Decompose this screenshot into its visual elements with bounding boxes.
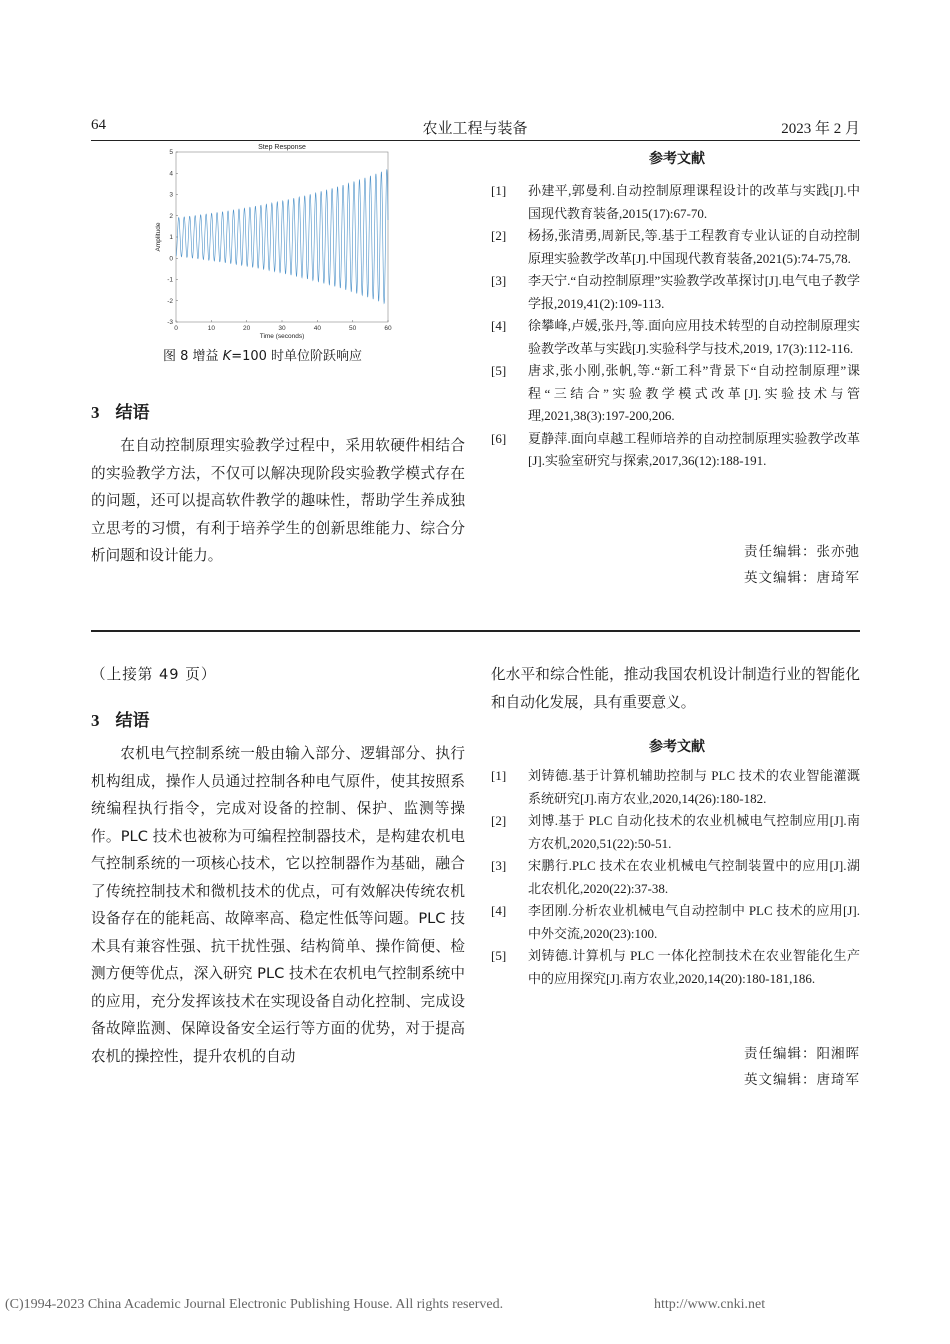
x-tick-label: 50 <box>349 325 357 332</box>
section-2-number: 3 <box>91 711 100 730</box>
cnki-url: http://www.cnki.net <box>654 1297 766 1312</box>
section-2-title <box>91 706 150 731</box>
x-tick-label: 10 <box>207 325 215 332</box>
article-divider <box>91 630 860 632</box>
section-1-paragraph: 在自动控制原理实验教学过程中，采用软硬件相结合的实验教学方法，不仅可以解决现阶段实验教学模式存在的问题，还可以提高软件教学的趣味性，帮助学生养成独立思考的习惯，有利于培养学生的创新思维能力、综合分析问题和设计能力。 <box>91 437 465 564</box>
section-1-title <box>91 398 150 423</box>
x-tick-label: 60 <box>384 325 392 332</box>
reference-1-text: 徐攀峰,卢媛,张丹,等.面向应用技术转型的自动控制原理实验教学改革与实践[J].实验科学与技术,2019, 17(3):112-116. <box>528 318 860 356</box>
caption-variable: K <box>222 349 232 364</box>
x-axis-label: Time (seconds) <box>259 333 305 340</box>
reference-1-text: 孙建平,郭曼利.自动控制原理课程设计的改革与实践[J].中国现代教育装备,2015(17):67-70. <box>528 183 860 221</box>
reference-1-index: [1] <box>491 183 507 198</box>
step-response-chart <box>150 140 400 340</box>
references-1-list <box>491 180 860 473</box>
issue-date: 2023 年 2 月 <box>781 121 860 137</box>
section-1-number: 3 <box>91 403 100 422</box>
reference-2-index: [5] <box>491 948 507 963</box>
reference-1-index: [6] <box>491 430 507 446</box>
reference-2-index: [1] <box>491 768 507 783</box>
references-1-title: 参考文献 <box>649 151 705 167</box>
chart-title: Step Response <box>258 144 306 151</box>
reference-2-index: [3] <box>491 858 507 873</box>
y-tick-label: 2 <box>169 212 173 220</box>
section-2-paragraph: 农机电气控制系统一般由输入部分、逻辑部分、执行机构组成，操作人员通过控制各种电气原件，使其按照系统编程执行指令，完成对设备的控制、保护、监测等操作。PLC 技术也被称为可编程控制器技术，是构建农机电气控制系统的一项核心技术，它以控制器作为基础，融合了传统控制技术和微机技术的优点，可有效解决传统农机设备存在的能耗高、故障率高、稳定性低等问题。PLC 技术具有兼容性强、抗干扰性强、结构简单、操作简便、检测方便等优点，深入研究 PLC 技术在农机电气控制系统中的应用，充分发挥该技术在实现设备自动化控制、完成设备故障监测、保障设备安全运行等方面的优势，对于提高农机的操控性，提升农机的自动 <box>91 745 465 1065</box>
reference-2-index: [4] <box>491 903 507 918</box>
reference-1-text: 夏静萍.面向卓越工程师培养的自动控制原理实验教学改革[J].实验室研究与探索,2017,36(12):188-191. <box>528 430 860 468</box>
reference-1-item <box>491 180 860 225</box>
editor-2 <box>491 1041 860 1093</box>
y-tick-label: 0 <box>169 255 173 263</box>
english-editor-1: 英文编辑：唐琦军 <box>744 570 860 586</box>
x-tick-label: 40 <box>313 325 321 332</box>
figure-caption <box>163 345 393 364</box>
copyright-footer: (C)1994-2023 China Academic Journal Electronic Publishing House. All rights reserved. <box>5 1297 504 1312</box>
section-2-heading: 结语 <box>115 711 150 731</box>
reference-2-item <box>491 765 860 810</box>
reference-1-item <box>491 315 860 360</box>
references-2-list <box>491 765 860 990</box>
references-2-title: 参考文献 <box>649 739 705 755</box>
reference-2-item <box>491 900 860 945</box>
reference-1-item <box>491 225 860 270</box>
reference-1-item <box>491 428 860 473</box>
editor-1 <box>491 539 860 591</box>
x-tick-label: 0 <box>174 325 178 332</box>
y-tick-label: -1 <box>167 276 173 284</box>
section-2-continued-paragraph: 化水平和综合性能，推动我国农机设计制造行业的智能化和自动化发展，具有重要意义。 <box>491 666 860 711</box>
caption-suffix: =100 时单位阶跃响应 <box>231 349 363 364</box>
y-tick-label: -2 <box>167 297 173 305</box>
reference-1-index: [5] <box>491 363 507 378</box>
page-number: 64 <box>91 117 106 133</box>
reference-2-item <box>491 945 860 990</box>
reference-1-index: [2] <box>491 228 507 243</box>
y-tick-label: -3 <box>167 319 173 327</box>
reference-2-text: 刘铸德.计算机与 PLC 一体化控制技术在农业智能化生产中的应用探究[J].南方农业,2020,14(20):180-181,186. <box>528 948 860 986</box>
plot-area <box>176 152 388 322</box>
reference-2-text: 刘铸德.基于计算机辅助控制与 PLC 技术的农业智能灌溉系统研究[J].南方农业,2020,14(26):180-182. <box>528 768 860 806</box>
x-tick-label: 20 <box>243 325 251 332</box>
reference-1-text: 李天宁.“自动控制原理”实验教学改革探讨[J].电气电子教学学报,2019,41(2):109-113. <box>528 273 860 311</box>
x-tick-label: 30 <box>278 325 286 332</box>
english-editor-2: 英文编辑：唐琦军 <box>744 1072 860 1088</box>
reference-1-item <box>491 360 860 428</box>
y-axis-label: Amplitude <box>155 222 162 252</box>
reference-1-index: [4] <box>491 318 507 333</box>
continued-note: （上接第 49 页） <box>91 666 217 683</box>
reference-1-text: 唐求,张小刚,张帆,等.“新工科”背景下“自动控制原理”课程“三结合”实验教学模式改革[J].实验技术与管理,2021,38(3):197-200,206. <box>528 363 860 423</box>
reference-1-item <box>491 270 860 315</box>
y-tick-label: 5 <box>169 149 173 157</box>
journal-name: 农业工程与装备 <box>422 121 528 137</box>
section-1-body <box>91 432 465 570</box>
reference-2-text: 宋鹏行.PLC 技术在农业机械电气控制装置中的应用[J].湖北农机化,2020(22):37-38. <box>528 858 860 896</box>
responsible-editor-2: 责任编辑：阳湘晖 <box>744 1046 860 1062</box>
reference-2-item <box>491 810 860 855</box>
y-tick-label: 4 <box>169 170 173 178</box>
section-2-continuation <box>491 661 860 716</box>
caption-prefix: 图 8 增益 <box>163 349 223 364</box>
reference-2-text: 刘博.基于 PLC 自动化技术的农业机械电气控制应用[J].南方农机,2020,51(22):50-51. <box>528 813 860 851</box>
reference-2-index: [2] <box>491 813 507 828</box>
reference-1-text: 杨扬,张清勇,周新民,等.基于工程教育专业认证的自动控制原理实验教学改革[J].中国现代教育装备,2021(5):74-75,78. <box>528 228 860 266</box>
responsible-editor-1: 责任编辑：张亦弛 <box>744 544 860 560</box>
reference-2-item <box>491 855 860 900</box>
reference-2-text: 李团刚.分析农业机械电气自动控制中 PLC 技术的应用[J].中外交流,2020(23):100. <box>528 903 860 941</box>
y-tick-label: 3 <box>169 191 173 199</box>
y-tick-label: 1 <box>169 234 173 242</box>
section-1-heading: 结语 <box>115 403 150 423</box>
reference-1-index: [3] <box>491 273 507 288</box>
section-2-body <box>91 740 465 1070</box>
